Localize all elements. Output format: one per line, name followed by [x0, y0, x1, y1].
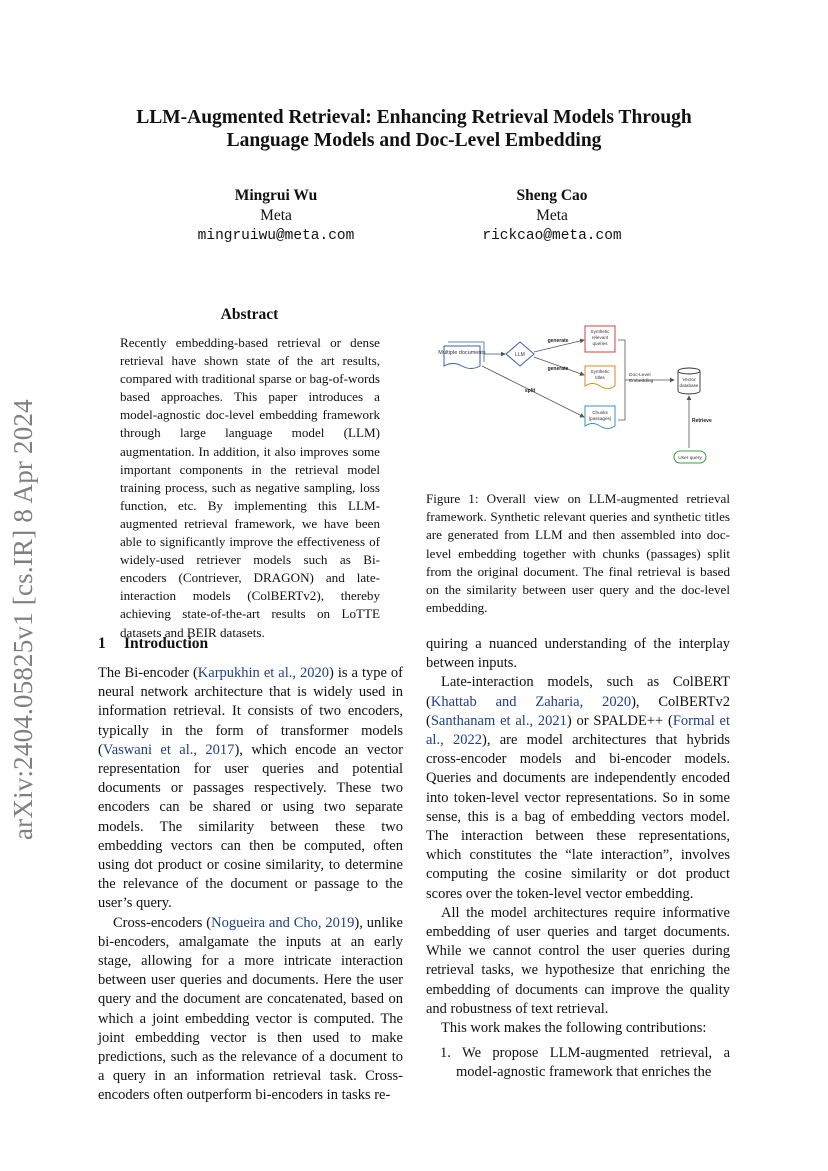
abstract-heading: Abstract	[220, 306, 279, 323]
text-span: Late-interaction models, such as ColBERT (	[426, 674, 730, 710]
list-item-text: We propose LLM-augmented retrieval, a model-agnostic framework that enriches the	[456, 1045, 731, 1081]
generate-label-2: generate	[547, 366, 569, 372]
multiple-documents-node	[438, 342, 486, 369]
citation-link[interactable]: Formal et al., 2022	[426, 712, 730, 749]
text-span: ), are model architectures that hybrids cross-encoder models and bi-encoder models. Queries and documents are independently encoded into token-level vector representations. So in some sense, this is a bag of embedding vectors model. The interaction between these representations, which constitutes the “late interaction”, involves computing the cosine similarity or dot product scores over the token-level vector embedding.	[426, 732, 730, 902]
citation-link[interactable]: Karpukhin et al., 2020	[197, 665, 329, 681]
synthetic-queries-line-1: Synthetic	[590, 329, 610, 334]
synthetic-titles-node	[585, 366, 615, 389]
intro-paragraph-4: All the model architectures require informative embedding of user queries and target documents. While we cannot control the user queries during retrieval tasks, we hypothesize that enriching the embedding of documents can improve the quality and robustness of text retrieval.	[426, 904, 730, 1017]
title-line-1: LLM-Augmented Retrieval: Enhancing Retrieval Models Through	[136, 107, 692, 128]
arxiv-identifier: arXiv:2404.05825v1 [cs.IR] 8 Apr 2024	[8, 399, 38, 840]
section-title: Introduction	[124, 635, 209, 652]
author-block-1	[146, 186, 406, 246]
chunks-line-2: (passages)	[588, 416, 612, 421]
section-heading-introduction	[98, 635, 208, 653]
doc-level-line-2: Embedding	[629, 379, 654, 384]
grouping-bracket	[618, 340, 625, 420]
author-name: Sheng Cao	[516, 187, 588, 204]
title-line-2: Language Models and Doc-Level Embedding	[226, 130, 602, 151]
contribution-list-item-1	[426, 1044, 730, 1082]
chunks-line-1: Chunks	[592, 410, 608, 415]
author-block-2	[422, 186, 682, 246]
author-affiliation: Meta	[536, 207, 568, 224]
vector-db-line-1: Vector	[682, 377, 696, 382]
synthetic-queries-line-2: relevant	[591, 335, 609, 340]
text-span: ) or SPALDE++ (	[566, 712, 673, 729]
citation-link[interactable]: Khattab and Zaharia, 2020	[430, 693, 632, 710]
generate-label-1: generate	[547, 338, 569, 344]
doc-level-line-1: Doc-Level	[629, 373, 651, 378]
intro-paragraph-continued: quiring a nuanced understanding of the interplay between inputs.	[426, 636, 730, 672]
llm-label: LLM	[515, 352, 525, 358]
figure-1-caption: Figure 1: Overall view on LLM-augmented retrieval framework. Synthetic relevant queries and synthetic titles are generated from LLM and then assembled into doc-level embedding together with chunks (passages) split from the original document. The final retrieval is based on the similarity between user query and the doc-level embedding.	[426, 491, 730, 616]
synthetic-titles-line-1: Synthetic	[590, 369, 610, 374]
citation-link[interactable]: Vaswani et al., 2017	[102, 741, 235, 758]
paper-title	[0, 106, 828, 152]
left-column	[98, 664, 403, 1106]
intro-paragraph-3	[426, 673, 730, 903]
text-span: ) is a type of neural network architecture that is widely used in information retrieval. It consists of two encoders, typically in the form of transformer models (	[98, 665, 403, 758]
multiple-documents-label-1: Multiple documents	[438, 350, 486, 356]
split-label: split	[524, 388, 536, 394]
intro-paragraph-5: This work makes the following contributions:	[441, 1020, 707, 1037]
author-email[interactable]: mingruiwu@meta.com	[197, 228, 355, 244]
right-column	[426, 635, 730, 1083]
synthetic-titles-line-2: titles	[595, 375, 605, 380]
text-span: The Bi-encoder (	[98, 665, 198, 681]
intro-paragraph-1	[98, 664, 403, 914]
list-number: 1.	[440, 1045, 451, 1062]
abstract-text: Recently embedding-based retrieval or dense retrieval have shown state of the art results, compared with traditional sparse or bag-of-words based approaches. This paper introduces a model-agnostic doc-level embedding framework through large language model (LLM) augmentation. In addition, it also improves some important components in the retrieval model training process, such as negative sampling, loss function, etc. By implementing this LLM-augmented retrieval framework, we have been able to significantly improve the effectiveness of widely-used retriever models such as Bi-encoders (Contriever, DRAGON) and late-interaction models (ColBERTv2), thereby achieving state-of-the-art results on LoTTE datasets and BEIR datasets.	[120, 335, 380, 640]
user-query-node	[674, 451, 706, 463]
vector-db-line-2: database	[679, 383, 699, 388]
user-query-label: User query	[678, 456, 702, 461]
text-span: ), unlike bi-encoders, amalgamate the inputs at an early stage, allowing for a more intricate interaction between user queries and documents. Here the user query and the document are concatenated, based on which a joint embedding vector is computed. The joint embedding vector is then used to make predictions, such as the relevance of a document to a query in an information retrieval task. Cross-encoders often outperform bi-encoders in tasks re-	[98, 914, 403, 1104]
retrieve-label: Retrieve	[692, 418, 712, 424]
synthetic-queries-node	[585, 326, 615, 352]
text-span: Cross-encoders (	[113, 914, 212, 931]
section-number: 1	[98, 635, 106, 652]
intro-paragraph-2	[98, 914, 403, 1106]
citation-link[interactable]: Nogueira and Cho, 2019	[211, 914, 355, 931]
synthetic-queries-line-3: queries	[592, 341, 608, 346]
vector-database-node	[678, 368, 700, 394]
figure-1-diagram	[438, 320, 728, 480]
text-span: ), ColBERTv2 (	[426, 693, 730, 729]
author-affiliation: Meta	[260, 207, 292, 224]
text-span: ), which encode an vector representation for user queries and potential documents or passages respectively. These two encoders can be shared or using two separate models. The similarity between these two embedding vectors can then be computed, often using dot product or cosine similarity, to determine the relevance of the document or passage to the user’s query.	[98, 741, 403, 912]
llm-node	[506, 342, 534, 366]
chunks-node	[585, 406, 615, 429]
citation-link[interactable]: Santhanam et al., 2021	[430, 712, 567, 729]
author-email[interactable]: rickcao@meta.com	[482, 228, 622, 244]
author-name: Mingrui Wu	[234, 187, 318, 204]
